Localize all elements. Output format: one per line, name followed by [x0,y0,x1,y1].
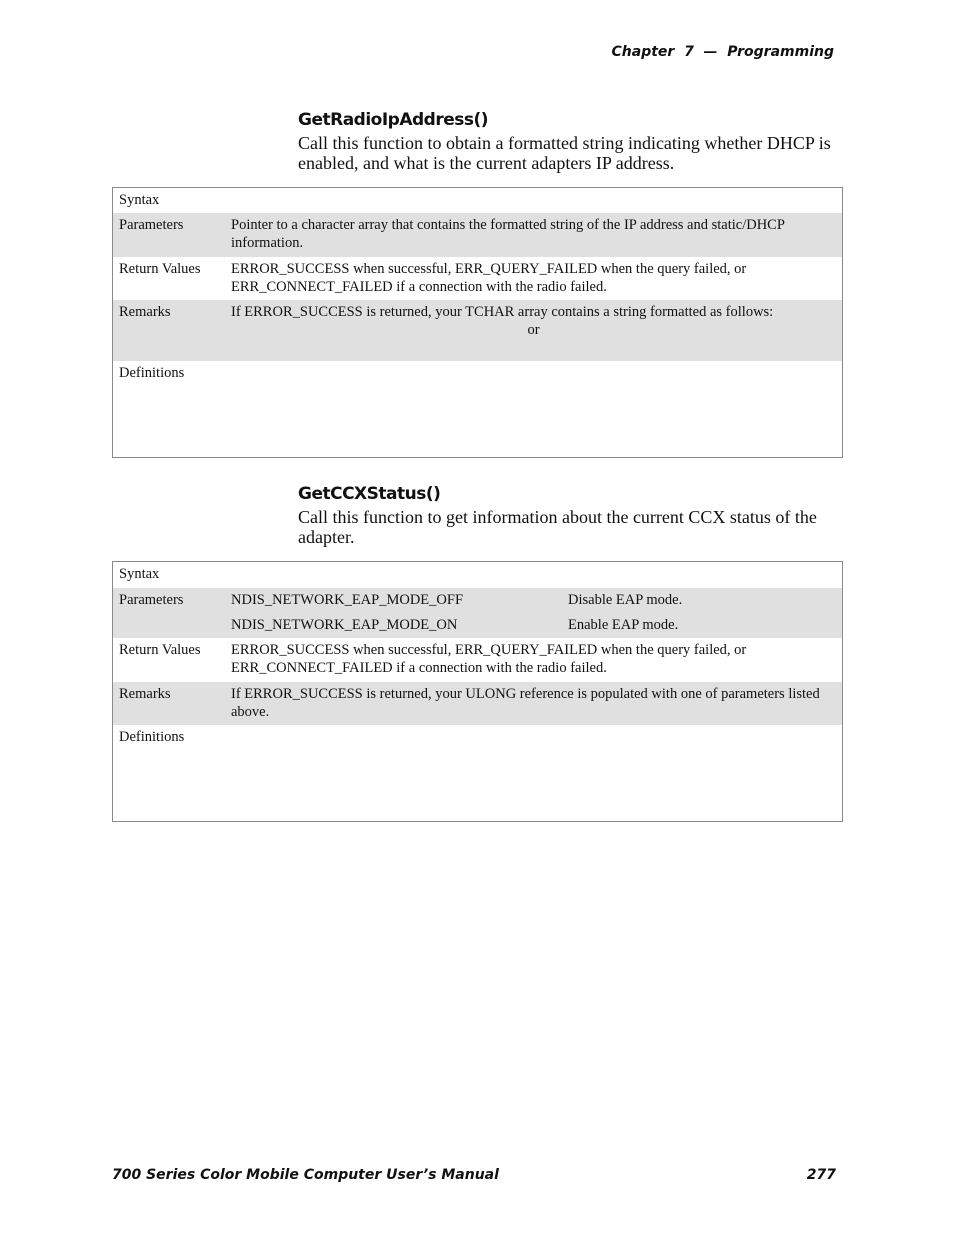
parameters-text: Pointer to a character array that contains the formatted string of the IP address and static/DHCP information. [225,213,843,257]
return-values-text: ERROR_SUCCESS when successful, ERR_QUERY_FAILED when the query failed, or ERR_CONNECT_FAILED if a connection with the radio failed. [231,641,747,676]
section-description-getccxstatus: Call this function to get information about the current CCX status of the adapter. [298,507,817,547]
parameter-description: Disable EAP mode. [568,591,683,608]
syntax-value [225,562,843,588]
syntax-value [225,188,843,213]
parameters-row [113,588,843,638]
return-values-label: Return Values [119,641,201,658]
parameters-row [113,213,843,257]
definitions-row [113,361,843,458]
running-head: Chapter 7 — Programming [611,44,834,60]
return-values-row [113,257,843,300]
return-values-text: ERROR_SUCCESS when successful, ERR_QUERY_FAILED when the query failed, or ERR_CONNECT_FAILED if a connection with the radio failed. [231,260,747,295]
syntax-row [113,562,843,588]
remarks-text: If ERROR_SUCCESS is returned, your TCHAR array contains a string formatted as follows: [231,303,774,320]
parameters-label: Parameters [113,213,226,257]
definitions-value [225,361,843,458]
syntax-label: Syntax [119,566,160,582]
parameter-name: NDIS_NETWORK_EAP_MODE_ON [231,616,458,633]
parameter-description: Enable EAP mode. [568,616,679,633]
definitions-label: Definitions [119,364,185,381]
remarks-label: Remarks [113,682,226,725]
return-values-label: Return Values [119,260,201,277]
return-values-row [113,638,843,682]
remarks-label: Remarks [113,300,226,361]
section-title-getradioipaddress: GetRadioIpAddress() [298,110,489,130]
section-description-getradioipaddress: Call this function to obtain a formatted string indicating whether DHCP is enabled, and what is the current adapters IP address. [298,133,831,173]
parameter-item [231,591,836,609]
definitions-row [113,725,843,822]
remarks-cell [225,300,843,361]
remarks-text: If ERROR_SUCCESS is returned, your ULONG reference is populated with one of parameters listed above. [225,682,843,725]
parameter-item [231,616,836,634]
section-title-getccxstatus: GetCCXStatus() [298,484,441,504]
definitions-label: Definitions [119,728,185,745]
definitions-value [225,725,843,822]
remarks-row [113,300,843,361]
parameter-name: NDIS_NETWORK_EAP_MODE_OFF [231,591,464,608]
footer-page-number: 277 [806,1167,836,1183]
api-table-getradioipaddress [112,187,843,458]
syntax-row [113,188,843,213]
remarks-or: or [527,321,540,338]
remarks-row [113,682,843,725]
api-table-getccxstatus [112,561,843,822]
parameters-label: Parameters [113,588,226,638]
parameters-list [225,588,843,638]
syntax-label: Syntax [119,192,160,208]
footer-manual-title: 700 Series Color Mobile Computer User’s Manual [112,1167,499,1183]
